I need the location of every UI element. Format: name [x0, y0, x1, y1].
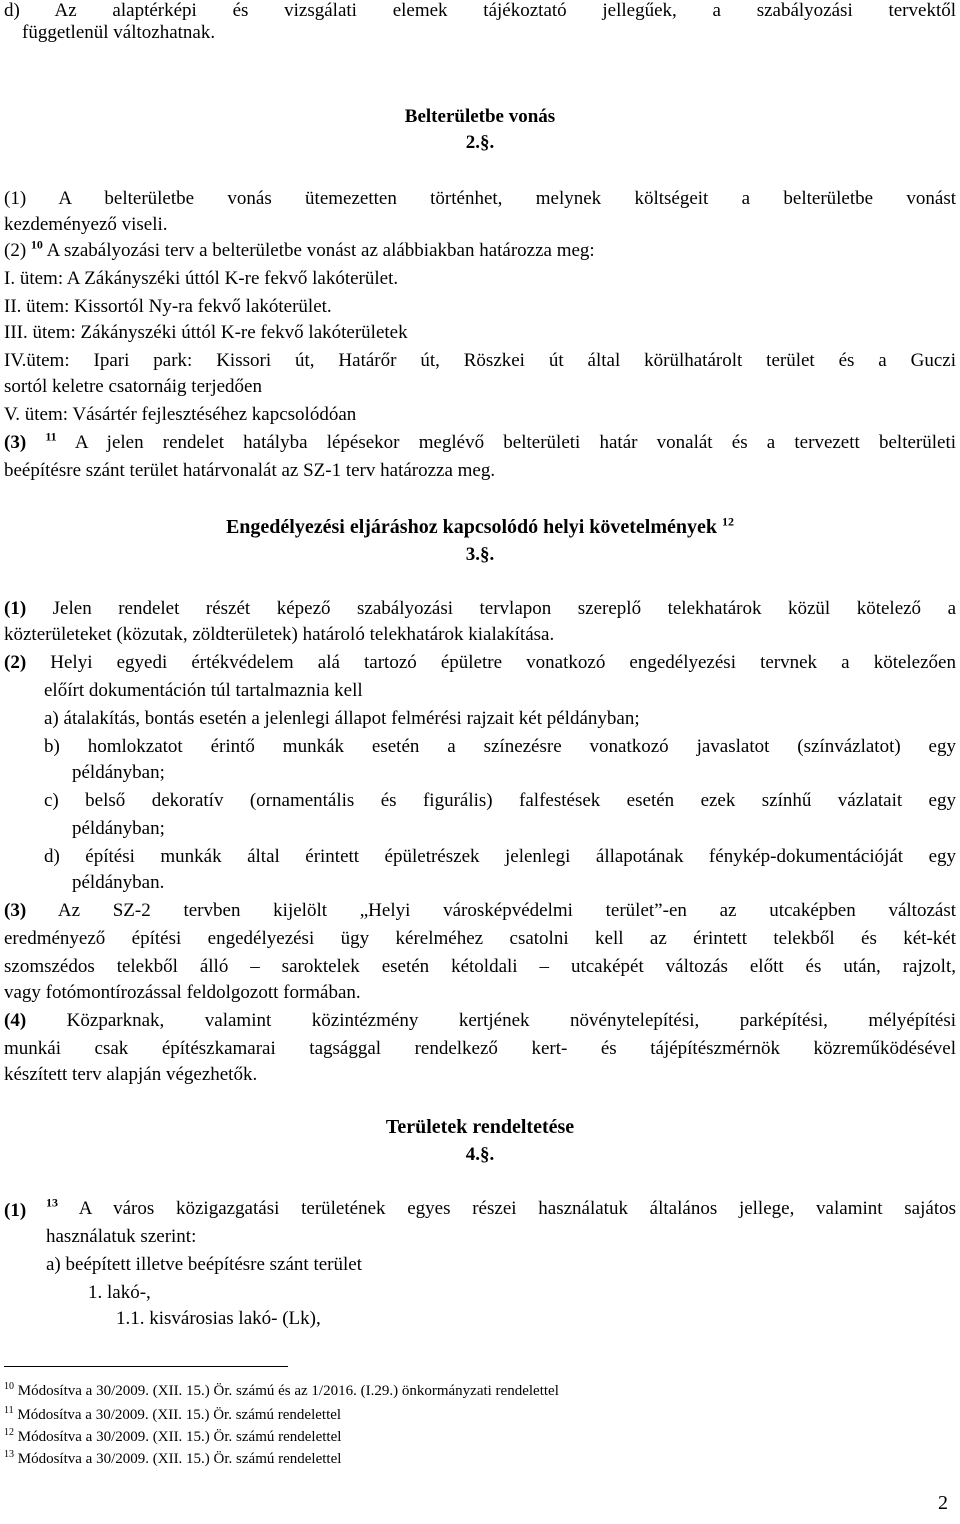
- stage-2: II. ütem: Kissortól Ny-ra fekvő lakóterület.: [4, 296, 332, 317]
- s2-p3-text1: A jelen rendelet hatályba lépésekor meglévő belterületi határ vonalát és a tervezett belterületi: [56, 432, 957, 453]
- footnote-13: [4, 1448, 341, 1470]
- section-3-number: 3.§.: [465, 544, 495, 565]
- stage-4-line1: IV.ütem: Ipari park: Kissori út, Határőr út, Röszkei út által körülhatárolt terület és a Guczi: [4, 350, 956, 371]
- s3-item-a: a) átalakítás, bontás esetén a jelenlegi állapot felmérési rajzait két példányban;: [44, 708, 640, 729]
- s3-p3-line3: szomszédos telekből álló – saroktelek esetén kétoldali – utcaképét változás előtt és után, rajzolt,: [4, 956, 956, 977]
- footnote-12-num: 12: [4, 1427, 14, 1438]
- s3-p4-text1: Közparknak, valamint közintézmény kertjének növénytelepítési, parképítési, mélyépítési: [26, 1010, 956, 1031]
- s3-item-b-line1: b) homlokzatot érintő munkák esetén a színezésre vonatkozó javaslatot (színvázlatot) egy: [44, 736, 956, 757]
- item-d-line2: függetlenül változhatnak.: [22, 22, 216, 43]
- s2-p3-line2: beépítésre szánt terület határvonalát az SZ-1 terv határozza meg.: [4, 460, 496, 481]
- s3-p4-line2: munkái csak építészkamarai tagsággal rendelkező kert- és tájépítészmérnök közreműködésével: [4, 1038, 956, 1059]
- footnote-ref-13: 13: [46, 1195, 58, 1210]
- footnote-13-num: 13: [4, 1449, 14, 1460]
- s3-item-d-line1: d) építési munkák által érintett épületrészek jelenlegi állapotának fénykép-dokumentációját egy: [44, 846, 956, 867]
- s4-item-a11: 1.1. kisvárosias lakó- (Lk),: [116, 1308, 321, 1329]
- footnote-ref-10: 10: [30, 237, 43, 252]
- s2-p3-label: (3): [4, 432, 27, 453]
- s3-p2-line2: előírt dokumentáción túl tartalmaznia kell: [44, 680, 363, 701]
- s3-p2-text1: Helyi egyedi értékvédelem alá tartozó épületre vonatkozó engedélyezési tervnek a kötelezően: [26, 652, 956, 673]
- s3-p4-line3: készített terv alapján végezhetők.: [4, 1064, 258, 1085]
- stage-4-line2: sortól keletre csatornáig terjedően: [4, 376, 262, 397]
- stage-3: III. ütem: Zákányszéki úttól K-re fekvő lakóterületek: [4, 322, 408, 343]
- footnote-12: [4, 1426, 341, 1448]
- footnote-13-text: Módosítva a 30/2009. (XII. 15.) Ör. számú rendelettel: [14, 1451, 342, 1467]
- s3-p1-line2: közterületeket (közutak, zöldterületek) határoló telekhatárok kialakítása.: [4, 624, 555, 645]
- s3-p1-text1: Jelen rendelet részét képező szabályozási tervlapon szereplő telekhatárok közül kötelező a: [26, 598, 956, 619]
- s3-p3-line1: [4, 900, 956, 922]
- s4-p1-label: (1): [4, 1200, 27, 1221]
- s2-p2-text: A szabályozási terv a belterületbe vonást az alábbiakban határozza meg:: [46, 240, 595, 261]
- section-3-title-text: Engedélyezési eljáráshoz kapcsolódó helyi követelmények: [225, 516, 718, 538]
- footnote-10-num: 10: [4, 1381, 14, 1392]
- footnote-ref-12: 12: [722, 514, 735, 529]
- page-number: 2: [938, 1492, 948, 1514]
- section-2-number: 2.§.: [465, 132, 495, 153]
- s2-p3-line1: [4, 429, 957, 454]
- footnote-ref-11: 11: [45, 429, 57, 444]
- section-4-title: Területek rendeltetése: [385, 1116, 575, 1138]
- footnote-12-text: Módosítva a 30/2009. (XII. 15.) Ör. számú rendelettel: [14, 1429, 342, 1445]
- s3-p2-line1: [4, 652, 956, 674]
- s2-p2: [4, 237, 595, 262]
- section-2-title: Belterületbe vonás: [404, 106, 556, 127]
- stage-1: I. ütem: A Zákányszéki úttól K-re fekvő lakóterület.: [4, 268, 399, 289]
- s3-p3-line2: eredményező építési engedélyezési ügy kérelméhez csatolni kell az érintett telekből és két-két: [4, 928, 956, 949]
- s2-p1-line2: kezdeményező viseli.: [4, 214, 168, 235]
- stage-5: V. ütem: Vásártér fejlesztéséhez kapcsolódóan: [4, 404, 357, 425]
- s2-p2-label: (2): [4, 240, 27, 261]
- footnote-separator: [4, 1366, 288, 1367]
- section-3-title: [4, 516, 956, 538]
- footnote-10-text: Módosítva a 30/2009. (XII. 15.) Ör. számú és az 1/2016. (I.29.) önkormányzati rendelettel: [14, 1383, 559, 1399]
- s4-p1-line1: [46, 1195, 956, 1220]
- footnote-11-text: Módosítva a 30/2009. (XII. 15.) Ör. számú rendelettel: [13, 1407, 342, 1423]
- s4-p1-line2: használatuk szerint:: [46, 1226, 197, 1247]
- s3-p1-label: (1): [4, 598, 27, 619]
- s4-p1-label-cell: [4, 1200, 26, 1222]
- s3-p3-label: (3): [4, 900, 27, 921]
- section-4-number: 4.§.: [465, 1144, 495, 1165]
- footnote-11: [4, 1404, 341, 1426]
- s3-item-c-line2: példányban;: [72, 818, 165, 839]
- s3-item-d-line2: példányban.: [72, 872, 165, 893]
- s3-p3-text1: Az SZ-2 tervben kijelölt „Helyi városképvédelmi terület”-en az utcaképben változást: [26, 900, 956, 921]
- footnote-10: [4, 1380, 559, 1402]
- s2-p1-line1: (1) A belterületbe vonás ütemezetten történhet, melynek költségeit a belterületbe vonást: [4, 188, 956, 209]
- s3-p4-line1: [4, 1010, 956, 1032]
- s3-p1-line1: [4, 598, 956, 620]
- s3-item-c-line1: c) belső dekoratív (ornamentális és figurális) falfestések esetén ezek színhű vázlatait egy: [44, 790, 956, 811]
- item-d-line1: d) Az alaptérképi és vizsgálati elemek tájékoztató jellegűek, a szabályozási tervektől: [4, 0, 956, 21]
- s3-p2-label: (2): [4, 652, 27, 673]
- s3-item-b-line2: példányban;: [72, 762, 165, 783]
- s4-p1-text1: A város közigazgatási területének egyes részei használatuk általános jellege, valamint sajátos: [78, 1198, 956, 1219]
- s3-p4-label: (4): [4, 1010, 27, 1031]
- s4-item-a: a) beépített illetve beépítésre szánt terület: [46, 1254, 362, 1275]
- footnote-11-num: 11: [4, 1405, 14, 1416]
- s4-item-a1: 1. lakó-,: [88, 1282, 151, 1303]
- s3-p3-line4: vagy fotómontírozással feldolgozott formában.: [4, 982, 361, 1003]
